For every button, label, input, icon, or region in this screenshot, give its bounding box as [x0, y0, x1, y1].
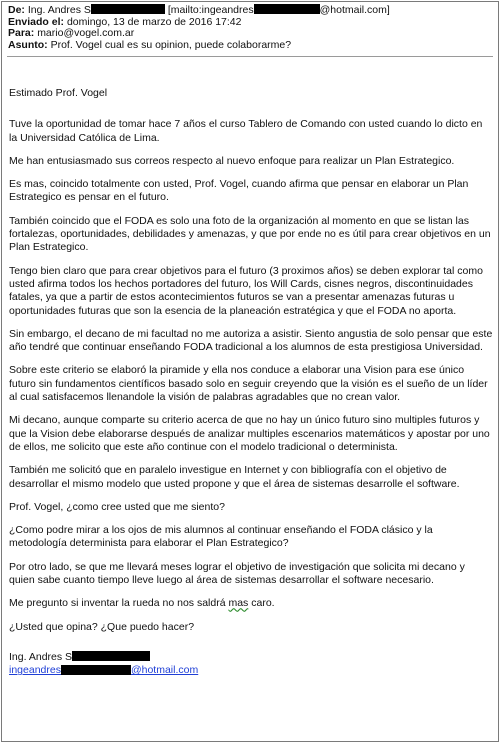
subject-label: Asunto: — [8, 38, 48, 51]
from-name: Ing. Andres S — [27, 4, 91, 16]
email-header — [8, 4, 494, 51]
paragraph: Es mas, coincido totalmente con usted, Prof. Vogel, cuando afirma que pensar en elaborar un Plan Estrategico es pensar en el futuro. — [9, 178, 469, 204]
signature-name: Ing. Andres S — [9, 650, 73, 663]
to-value: mario@vogel.com.ar — [37, 27, 135, 39]
paragraph: Tengo bien claro que para crear objetivos para el futuro (3 proximos años) se deben explorar tal como usted afirma todos los hechos portadores del futuro, los Will Cards, cisnes negros, discontinuidades fatales, ya que a partir de estos acontecimientos futuros se van a presentar amenazas futuras u oportunidades futuras que son la esencia de la planeación estratégica y que el FODA no aporta. — [9, 264, 483, 317]
paragraph: Sobre este criterio se elaboró la piramide y ella nos conduce a elaborar una Vision para ese único futuro sin fundamentos científicos basado solo en seguir creyendo que la visión es el sueño de un líder al cual satisfacemos llenandole la visión de palabras agradables que no crean valor. — [9, 364, 488, 404]
signature-email-row — [9, 664, 493, 677]
spellcheck-word: mas — [228, 597, 249, 610]
paragraph-text: Me pregunto si inventar la rueda no nos saldrá — [9, 597, 229, 610]
greeting: Estimado Prof. Vogel — [9, 87, 108, 99]
paragraph: También me solicitó que en paralelo investigue en Internet y con bibliografía con el objetivo de desarrollar el mismo modelo que usted propone y que el área de sistemas desarrolle el software. — [9, 464, 460, 490]
paragraph: Mi decano, aunque comparte su criterio acerca de que no hay un único futuro sino multiples futuros y que la Vision debe elaborarse después de analizar multiples escenarios matemáticos y apostar por uno de ellos, me solicito que este año continue con el modelo tradicional o determinista. — [9, 414, 490, 453]
paragraph: ¿Como podre mirar a los ojos de mis alumnos al continuar enseñando el FODA clásico y la metodología determinista para elaborar el Plan Estrategico? — [9, 524, 433, 550]
redaction-bar — [61, 665, 131, 675]
closing-question: ¿Usted que opina? ¿Que puedo hacer? — [9, 620, 195, 633]
paragraph: Tuve la oportunidad de tomar hace 7 años el curso Tablero de Comando con usted cuando lo dicto en la Universidad Católica de Lima. — [9, 118, 483, 144]
subject-row — [8, 40, 494, 52]
signature — [9, 651, 493, 678]
from-mailto-prefix: [mailto:ingeandres — [167, 4, 254, 16]
redaction-bar — [254, 4, 320, 14]
signature-name-row — [9, 651, 493, 664]
from-label: De: — [8, 4, 25, 16]
paragraph: Sin embargo, el decano de mi facultad no me autoriza a asistir. Siento angustia de solo pensar que este año tendré que continuar enseñando FODA tradicional a los alumnos de esta prestigiosa Universidad. — [9, 327, 493, 354]
email-prefix: ingeandres — [9, 664, 61, 677]
paragraph: Por otro lado, se que me llevará meses lograr el objetivo de investigación que solicita mi decano y quien sabe cuanto tiempo lleve luego al área de sistemas desarrollar el software necesario. — [9, 560, 465, 587]
paragraph — [9, 597, 493, 610]
signature-email-link[interactable] — [9, 664, 198, 676]
redaction-bar — [91, 4, 165, 14]
email-body — [9, 87, 493, 678]
to-label: Para: — [8, 27, 35, 39]
redaction-bar — [72, 651, 150, 661]
sent-label: Enviado el: — [8, 15, 65, 28]
paragraph: También coincido que el FODA es solo una foto de la organización al momento en que se listan las fortalezas, oportunidades, debilidades y amenazas, y que por ende no es útil para crear objetivos en un Plan Estrategico. — [9, 214, 491, 254]
paragraph: Me han entusiasmado sus correos respecto al nuevo enfoque para realizar un Plan Estrategico. — [9, 154, 455, 167]
from-mailto-suffix: @hotmail.com] — [319, 4, 390, 16]
email-suffix: @hotmail.com — [130, 664, 199, 677]
paragraph: Prof. Vogel, ¿como cree usted que me siento? — [9, 500, 225, 513]
sent-value: domingo, 13 de marzo de 2016 17:42 — [66, 15, 242, 28]
subject-value: Prof. Vogel cual es su opinion, puede colaborarme? — [50, 38, 292, 51]
paragraph-text: caro. — [248, 597, 275, 610]
header-divider — [7, 56, 493, 57]
